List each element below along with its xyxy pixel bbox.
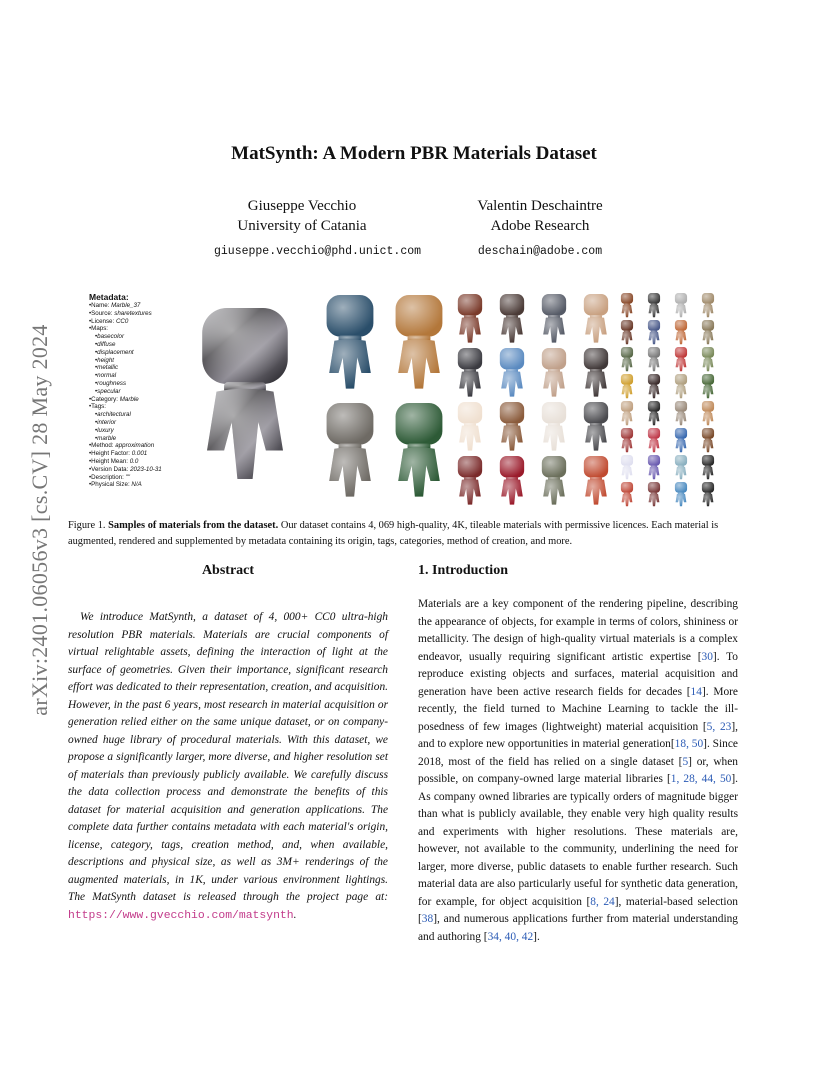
sample-figure [648,455,660,479]
sample-figure [621,320,633,344]
sample-figure [327,295,374,389]
intro-heading: 1. Introduction [418,563,508,578]
caption-text: Our dataset contains 4, 069 high-quality, 4K, tileable materials with permissive licences. Each material is augmented, rendered and supplemented by metadata containing its origin, tags, categories, method of creation, and more. [68,520,719,547]
sample-figure [621,482,633,506]
citation[interactable]: 14 [690,685,702,698]
sample-figure [648,482,660,506]
citation[interactable]: 30 [701,650,713,663]
sample-figure [500,348,524,397]
caption-bold: Samples of materials from the dataset. [108,520,279,531]
citation[interactable]: 18, 50 [674,738,704,750]
sample-figure [675,482,687,506]
sample-figure [621,374,633,398]
sample-figure [675,347,687,371]
author-affiliation: University of Catania [237,218,367,234]
sample-figure [675,374,687,398]
citation[interactable]: 8, 24 [590,895,615,908]
sample-figure [584,456,608,505]
citation[interactable]: 34, 40, 42 [487,930,534,943]
author-affiliation: Adobe Research [490,218,590,234]
sample-figure [542,456,566,505]
author-name: Valentin Deschaintre [477,198,603,214]
author-name: Giuseppe Vecchio [247,198,357,214]
sample-figure [702,293,714,317]
sample-figure [584,348,608,397]
arxiv-sidebar [28,265,52,775]
sample-figure [648,320,660,344]
sample-figure [542,294,566,343]
sample-figure [648,347,660,371]
citation[interactable]: 5, 23 [706,720,732,733]
sample-figure [648,428,660,452]
sample-figure [621,428,633,452]
sample-figure [648,401,660,425]
abstract-body: We introduce MatSynth, a dataset of 4, 000+ CC0 ultra-high resolution PBR materials. Materials are crucial components of virtual relightable assets, defining the interaction of light at the surface of geometries. Given their importance, significant research effort was dedicated to their representation, creation, and acquisition. However, in the past 6 years, most research in material acquisition or generation relied either on the same unique dataset, or on company-owned huge library of procedural materials. With this dataset, we propose a significantly larger, more diverse, and higher resolution set of materials than previously publicly available. We carefully discuss the data collection process and demonstrate the benefits of this dataset for material acquisition and generation applications. The complete data further contains metadata with each material's origin, license, category, tags, creation method, and, when available, descriptions and physical size, as well as 3M+ renderings of the augmented materials, in 1K, under various environment lightings. The MatSynth dataset is released through the project page at: https://www.gvecchio.com/matsynth. [68,611,388,922]
metadata-heading: Metadata: [89,292,129,302]
sample-figure [621,293,633,317]
sample-figure [648,293,660,317]
author-email[interactable]: deschain@adobe.com [477,245,603,258]
sample-figure [702,401,714,425]
sample-figure [458,456,482,505]
sample-figure [500,402,524,451]
sample-figure [500,294,524,343]
sample-figure [702,374,714,398]
author-email[interactable]: giuseppe.vecchio@phd.unict.com [214,245,422,258]
sample-figure [396,295,443,389]
figure-caption [68,518,768,549]
intro-body: Materials are a key component of the rendering pipeline, describing the appearance of objects, for example in terms of colors, shininess or metallicity. The design of high-quality virtual materials is a complex endeavor, usually requiring significant artistic expertise [30]. To reproduce existing objects and surfaces, material acquisition and generation have been active research fields for decades [14]. More recently, the field turned to Machine Learning to tackle the ill-posedness of few images (lightweight) material acquisition [5, 23], and to explore new opportunities in material generation[18, 50]. Since 2018, most of the field has relied on a single dataset [5] or, when possible, on company-owned large material libraries [1, 28, 44, 50]. As company owned libraries are typically orders of magnitude bigger than what is publicly available, they enable very high quality results and experiments with higher resolutions. These materials are, however, not available to the community, underlining the need for larger, more diverse, public datasets to enable further research. Such material data are also particularly useful for synthetic data generation, for example, for object acquisition [8, 24], material-based selection [38], and numerous applications further from material understanding and authoring [34, 40, 42]. [418,598,738,943]
sample-figure [702,320,714,344]
sample-figure [458,348,482,397]
sample-figure [327,403,374,497]
abstract-heading: Abstract [201,563,255,578]
sample-figure [648,374,660,398]
project-url[interactable]: https://www.gvecchio.com/matsynth [68,909,294,922]
sample-figure [542,348,566,397]
sample-figure [675,428,687,452]
sample-figure [621,455,633,479]
citation[interactable]: 1, 28, 44, 50 [670,773,732,785]
sample-figure [542,402,566,451]
citation[interactable]: 38 [421,913,434,925]
author-1 [214,196,422,262]
sample-figure [675,455,687,479]
sample-figure [702,482,714,506]
sample-figure [396,403,443,497]
caption-label: Figure 1. [68,520,106,531]
material-figure [190,290,720,508]
metadata-panel: Metadata: •Name: Marble_37 •Source: sharetextures •License: CC0 •Maps: •basecolor •diffuse •displacement •height •metallic •normal •roughness •specular •Category: Marble •Tags: •architectural •interior •luxury •marble •Method: approximation •Height Factor: 0.001 •Height Mean: 0.0 •Version Data: 2023-10-31 •Description: "" •Physical Size: N/A [89,292,199,489]
author-2 [440,196,640,262]
sample-figure [458,294,482,343]
paper-title: MatSynth: A Modern PBR Materials Dataset [231,143,597,164]
sample-figure [621,347,633,371]
sample-figure [702,455,714,479]
sample-figure [702,347,714,371]
sample-figure [584,294,608,343]
sample-figure [675,293,687,317]
sample-figure [675,320,687,344]
sample-figure [675,401,687,425]
hero-marble-figure [202,308,288,479]
citation[interactable]: 5 [682,755,689,768]
sample-figure [500,456,524,505]
sample-figure [584,402,608,451]
sample-figure [621,401,633,425]
sample-figure [458,402,482,451]
sample-figure [702,428,714,452]
arxiv-id: arXiv:2401.06056v3 [cs.CV] 28 May 2024 [27,324,52,716]
